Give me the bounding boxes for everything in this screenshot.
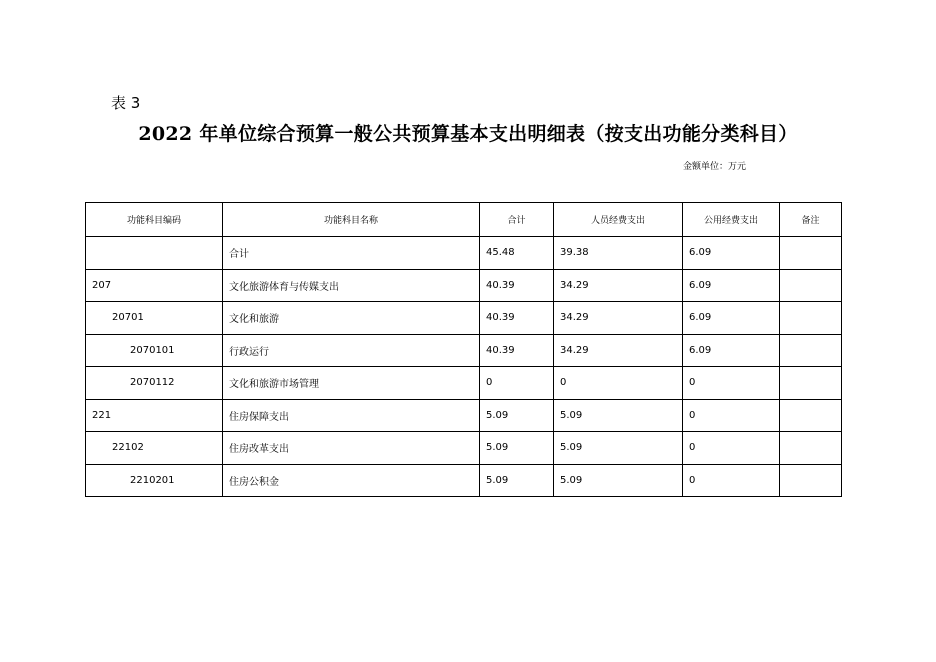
table-row [86,464,842,497]
table-row [86,237,842,270]
cell-personnel: 34.29 [554,334,683,367]
cell-code: 2070101 [86,334,223,367]
table-header-row [86,203,842,237]
cell-public: 6.09 [683,302,780,335]
cell-name: 文化和旅游市场管理 [223,367,480,400]
cell-name: 住房公积金 [223,464,480,497]
column-header-public: 公用经费支出 [683,203,780,237]
cell-personnel: 5.09 [554,464,683,497]
cell-public: 0 [683,399,780,432]
cell-public: 6.09 [683,269,780,302]
cell-remark [780,302,842,335]
cell-total: 40.39 [480,334,554,367]
cell-public: 6.09 [683,334,780,367]
cell-name: 住房保障支出 [223,399,480,432]
cell-code: 22102 [86,432,223,465]
cell-code [86,237,223,270]
cell-remark [780,269,842,302]
cell-total: 5.09 [480,399,554,432]
cell-total: 45.48 [480,237,554,270]
table-row [86,334,842,367]
table-row [86,432,842,465]
column-header-remark: 备注 [780,203,842,237]
cell-name: 合计 [223,237,480,270]
column-header-personnel: 人员经费支出 [554,203,683,237]
cell-code: 207 [86,269,223,302]
cell-remark [780,237,842,270]
cell-code: 2210201 [86,464,223,497]
cell-public: 0 [683,432,780,465]
table-row [86,302,842,335]
cell-remark [780,399,842,432]
cell-name: 住房改革支出 [223,432,480,465]
cell-remark [780,334,842,367]
cell-name: 行政运行 [223,334,480,367]
cell-total: 0 [480,367,554,400]
cell-name: 文化旅游体育与传媒支出 [223,269,480,302]
table-number-label: 表 3 [111,94,141,112]
amount-unit-note: 金额单位：万元 [683,162,747,172]
cell-total: 5.09 [480,464,554,497]
table-row [86,367,842,400]
cell-total: 40.39 [480,302,554,335]
cell-code: 20701 [86,302,223,335]
cell-remark [780,367,842,400]
cell-code: 221 [86,399,223,432]
table-row [86,399,842,432]
column-header-name: 功能科目名称 [223,203,480,237]
cell-public: 0 [683,464,780,497]
cell-personnel: 5.09 [554,432,683,465]
column-header-code: 功能科目编码 [86,203,223,237]
table-row [86,269,842,302]
budget-table [85,202,842,497]
cell-public: 6.09 [683,237,780,270]
cell-remark [780,464,842,497]
cell-personnel: 39.38 [554,237,683,270]
cell-personnel: 5.09 [554,399,683,432]
cell-public: 0 [683,367,780,400]
cell-total: 5.09 [480,432,554,465]
cell-personnel: 0 [554,367,683,400]
cell-code: 2070112 [86,367,223,400]
cell-personnel: 34.29 [554,269,683,302]
cell-total: 40.39 [480,269,554,302]
cell-personnel: 34.29 [554,302,683,335]
cell-name: 文化和旅游 [223,302,480,335]
cell-remark [780,432,842,465]
column-header-total: 合计 [480,203,554,237]
document-title: 2022 年单位综合预算一般公共预算基本支出明细表（按支出功能分类科目） [138,123,798,145]
